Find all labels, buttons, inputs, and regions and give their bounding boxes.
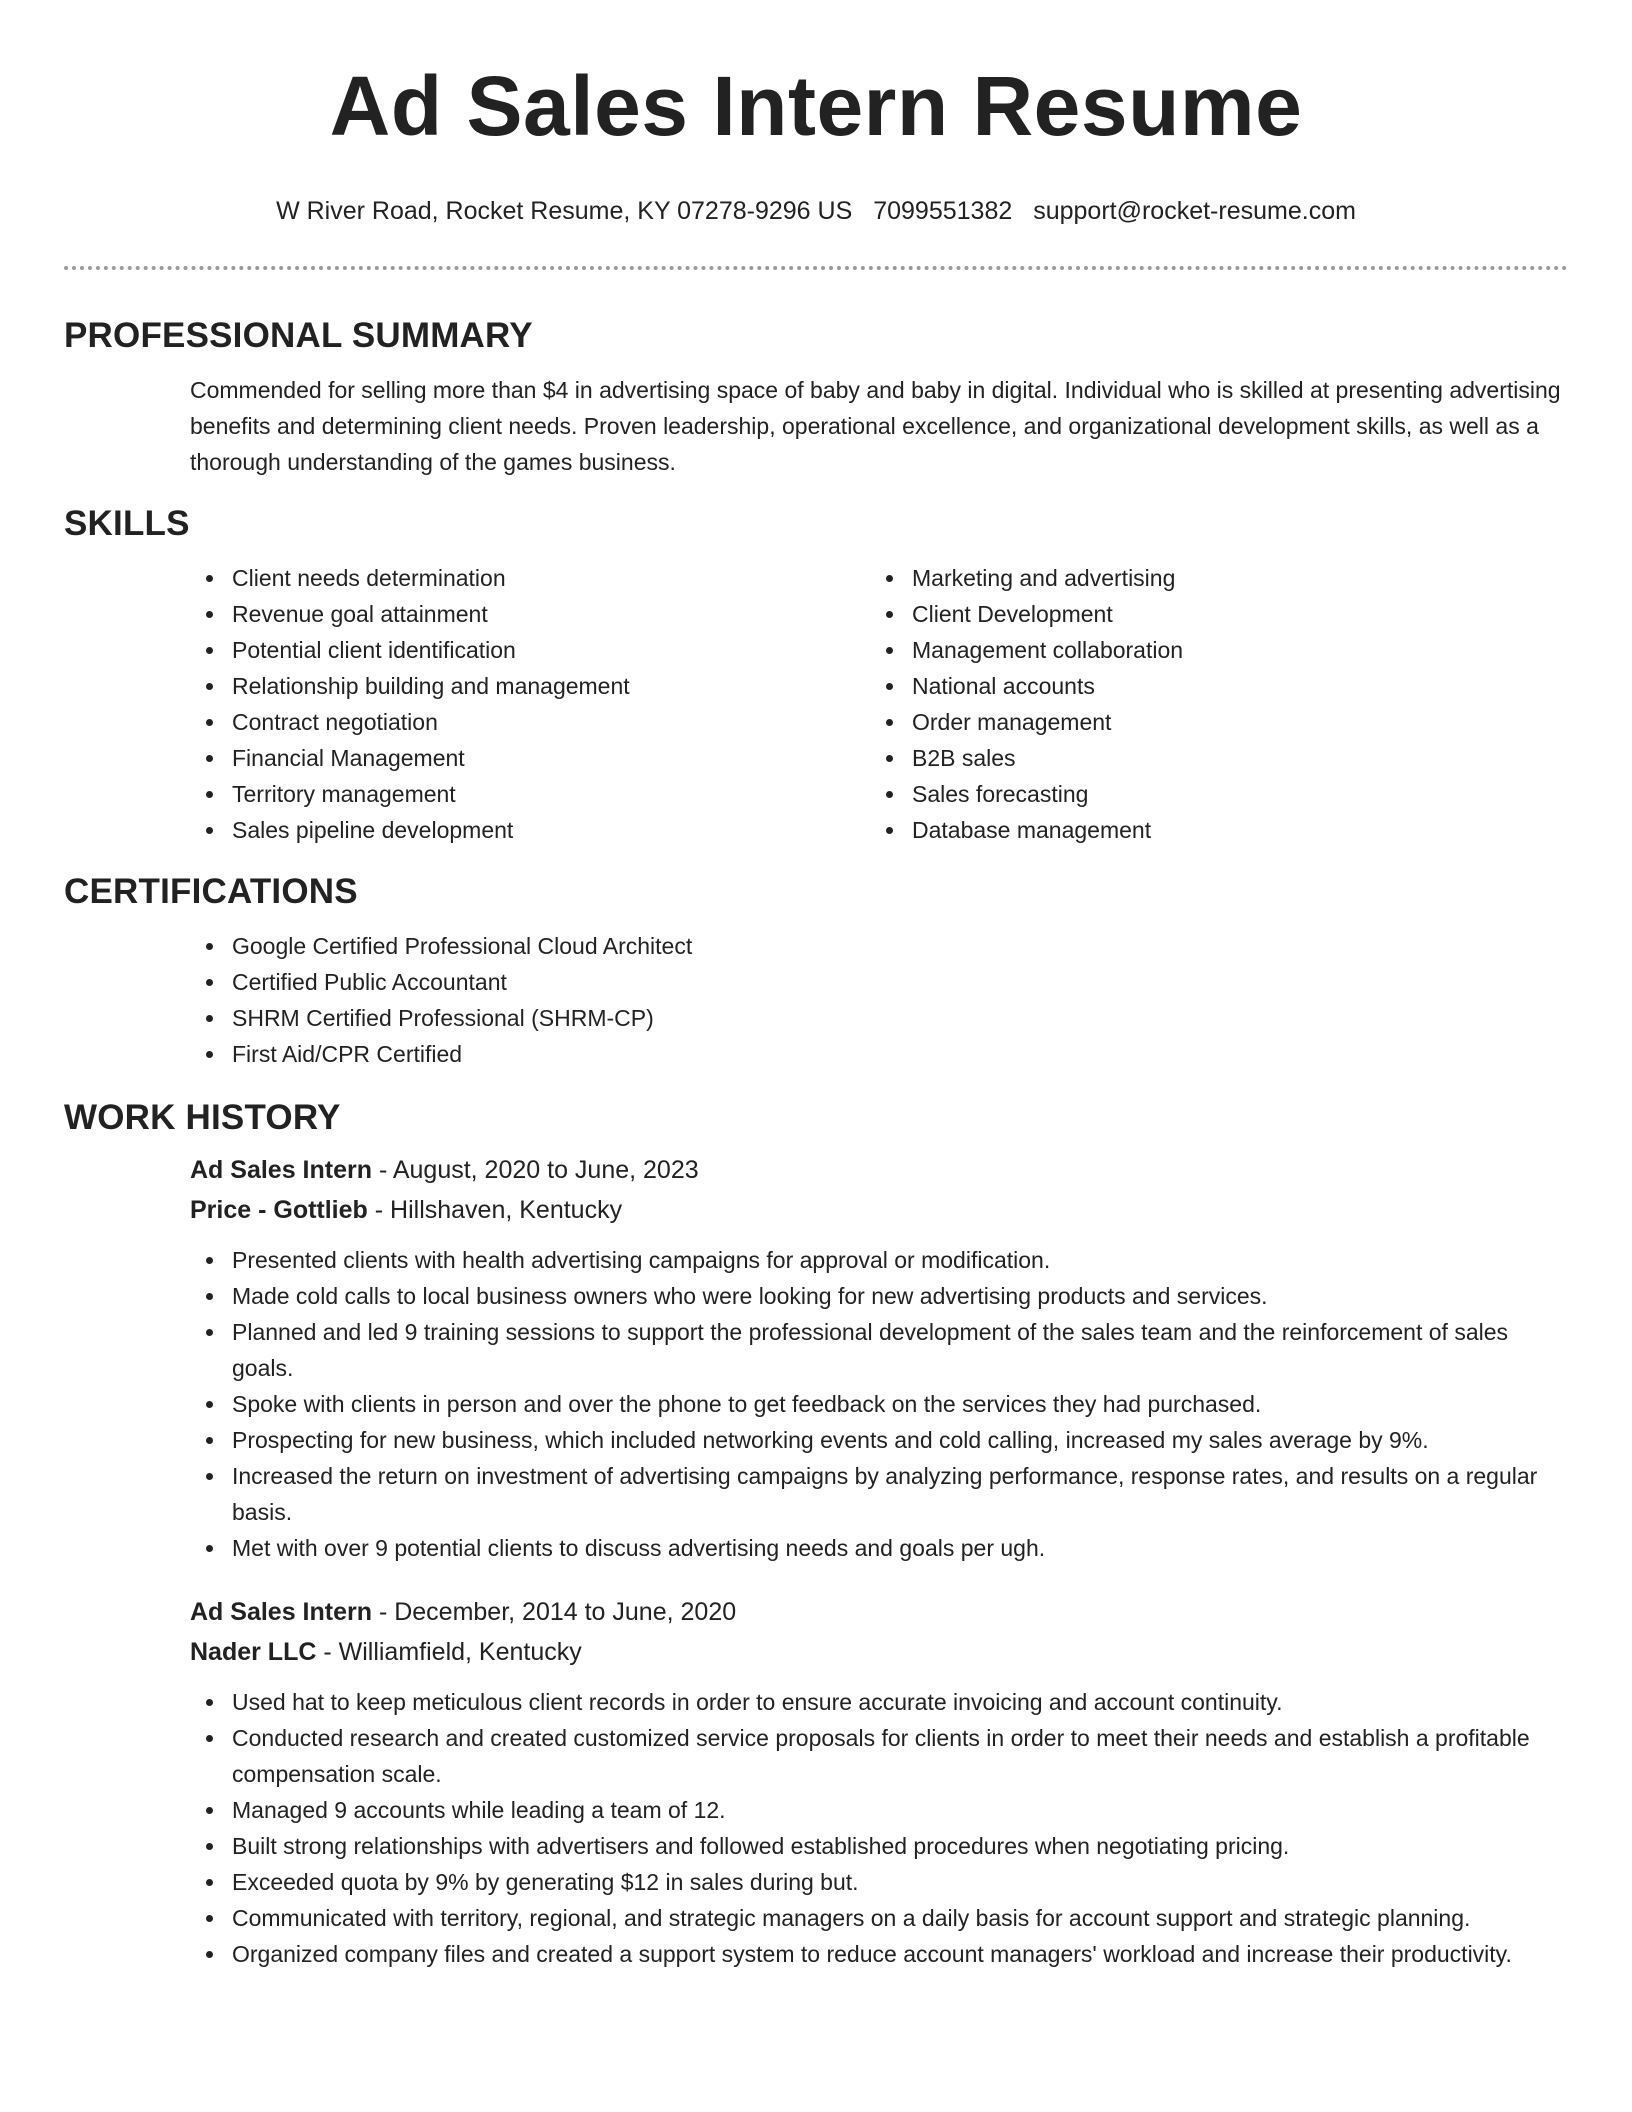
skills-column-right: [870, 560, 1550, 848]
list-item: Met with over 9 potential clients to discuss advertising needs and goals per ugh.: [190, 1530, 1568, 1566]
list-item: Financial Management: [190, 740, 870, 776]
job-dates: - August, 2020 to June, 2023: [372, 1156, 699, 1184]
skills-list-left: [190, 560, 870, 848]
list-item: Client needs determination: [190, 560, 870, 596]
skills-heading: SKILLS: [64, 504, 190, 543]
job-title: Ad Sales Intern: [190, 1598, 372, 1626]
list-item: Conducted research and created customized service proposals for clients in order to meet their needs and establish a profitable compensation scale.: [190, 1720, 1568, 1792]
skills-list-right: [870, 560, 1550, 848]
list-item: Database management: [870, 812, 1550, 848]
summary-section: [190, 372, 1568, 480]
certifications-heading: CERTIFICATIONS: [64, 872, 358, 911]
list-item: Increased the return on investment of advertising campaigns by analyzing performance, response rates, and results on a regular basis.: [190, 1458, 1568, 1530]
list-item: SHRM Certified Professional (SHRM-CP): [190, 1000, 1568, 1036]
list-item: First Aid/CPR Certified: [190, 1036, 1568, 1072]
certifications-list: [190, 928, 1568, 1072]
list-item: Management collaboration: [870, 632, 1550, 668]
list-item: B2B sales: [870, 740, 1550, 776]
list-item: Revenue goal attainment: [190, 596, 870, 632]
job-entry: [190, 1150, 1568, 1566]
skills-grid: [190, 560, 1568, 848]
list-item: Order management: [870, 704, 1550, 740]
list-item: Spoke with clients in person and over the phone to get feedback on the services they had purchased.: [190, 1386, 1568, 1422]
list-item: Prospecting for new business, which included networking events and cold calling, increased my sales average by 9%.: [190, 1422, 1568, 1458]
job-location: - Hillshaven, Kentucky: [367, 1196, 623, 1224]
list-item: Certified Public Accountant: [190, 964, 1568, 1000]
list-item: Communicated with territory, regional, and strategic managers on a daily basis for account support and strategic planning.: [190, 1900, 1568, 1936]
list-item: Planned and led 9 training sessions to support the professional development of the sales team and the reinforcement of sales goals.: [190, 1314, 1568, 1386]
list-item: Contract negotiation: [190, 704, 870, 740]
resume-title: Ad Sales Intern Resume: [329, 59, 1303, 153]
list-item: Territory management: [190, 776, 870, 812]
list-item: Marketing and advertising: [870, 560, 1550, 596]
list-item: Managed 9 accounts while leading a team of 12.: [190, 1792, 1568, 1828]
job-company-line: [190, 1632, 1568, 1672]
job-bullets: [190, 1242, 1568, 1566]
list-item: Relationship building and management: [190, 668, 870, 704]
contact-phone: 7099551382: [873, 197, 1013, 225]
job-entry: [190, 1592, 1568, 1972]
job-company: Nader LLC: [190, 1638, 317, 1666]
list-item: Built strong relationships with advertisers and followed established procedures when negotiating pricing.: [190, 1828, 1568, 1864]
header-divider: [64, 266, 1568, 270]
contact-address: W River Road, Rocket Resume, KY 07278-9296 US: [276, 197, 853, 225]
job-title-line: [190, 1592, 1568, 1632]
work-history-heading: WORK HISTORY: [64, 1098, 341, 1137]
job-dates: - December, 2014 to June, 2020: [372, 1598, 737, 1626]
list-item: Exceeded quota by 9% by generating $12 in sales during but.: [190, 1864, 1568, 1900]
skills-column-left: [190, 560, 870, 848]
summary-text: Commended for selling more than $4 in advertising space of baby and baby in digital. Individual who is skilled at presenting advertising benefits and determining client needs. Proven leadership, operational excellence, and organizational development skills, as well as a thorough understanding of the games business.: [190, 377, 1561, 475]
job-company: Price - Gottlieb: [190, 1196, 368, 1224]
list-item: Used hat to keep meticulous client records in order to ensure accurate invoicing and account continuity.: [190, 1684, 1568, 1720]
summary-heading: PROFESSIONAL SUMMARY: [64, 316, 533, 355]
list-item: National accounts: [870, 668, 1550, 704]
list-item: Made cold calls to local business owners who were looking for new advertising products and services.: [190, 1278, 1568, 1314]
list-item: Sales pipeline development: [190, 812, 870, 848]
job-location: - Williamfield, Kentucky: [316, 1638, 582, 1666]
list-item: Presented clients with health advertising campaigns for approval or modification.: [190, 1242, 1568, 1278]
job-title-line: [190, 1150, 1568, 1190]
contact-email: support@rocket-resume.com: [1033, 197, 1356, 225]
job-title: Ad Sales Intern: [190, 1156, 372, 1184]
list-item: Potential client identification: [190, 632, 870, 668]
certifications-section: [190, 928, 1568, 1072]
work-history-section: [190, 1150, 1568, 1972]
list-item: Sales forecasting: [870, 776, 1550, 812]
job-company-line: [190, 1190, 1568, 1230]
list-item: Organized company files and created a support system to reduce account managers' workload and increase their productivity.: [190, 1936, 1568, 1972]
contact-line: [64, 196, 1568, 226]
job-bullets: [190, 1684, 1568, 1972]
list-item: Google Certified Professional Cloud Architect: [190, 928, 1568, 964]
list-item: Client Development: [870, 596, 1550, 632]
